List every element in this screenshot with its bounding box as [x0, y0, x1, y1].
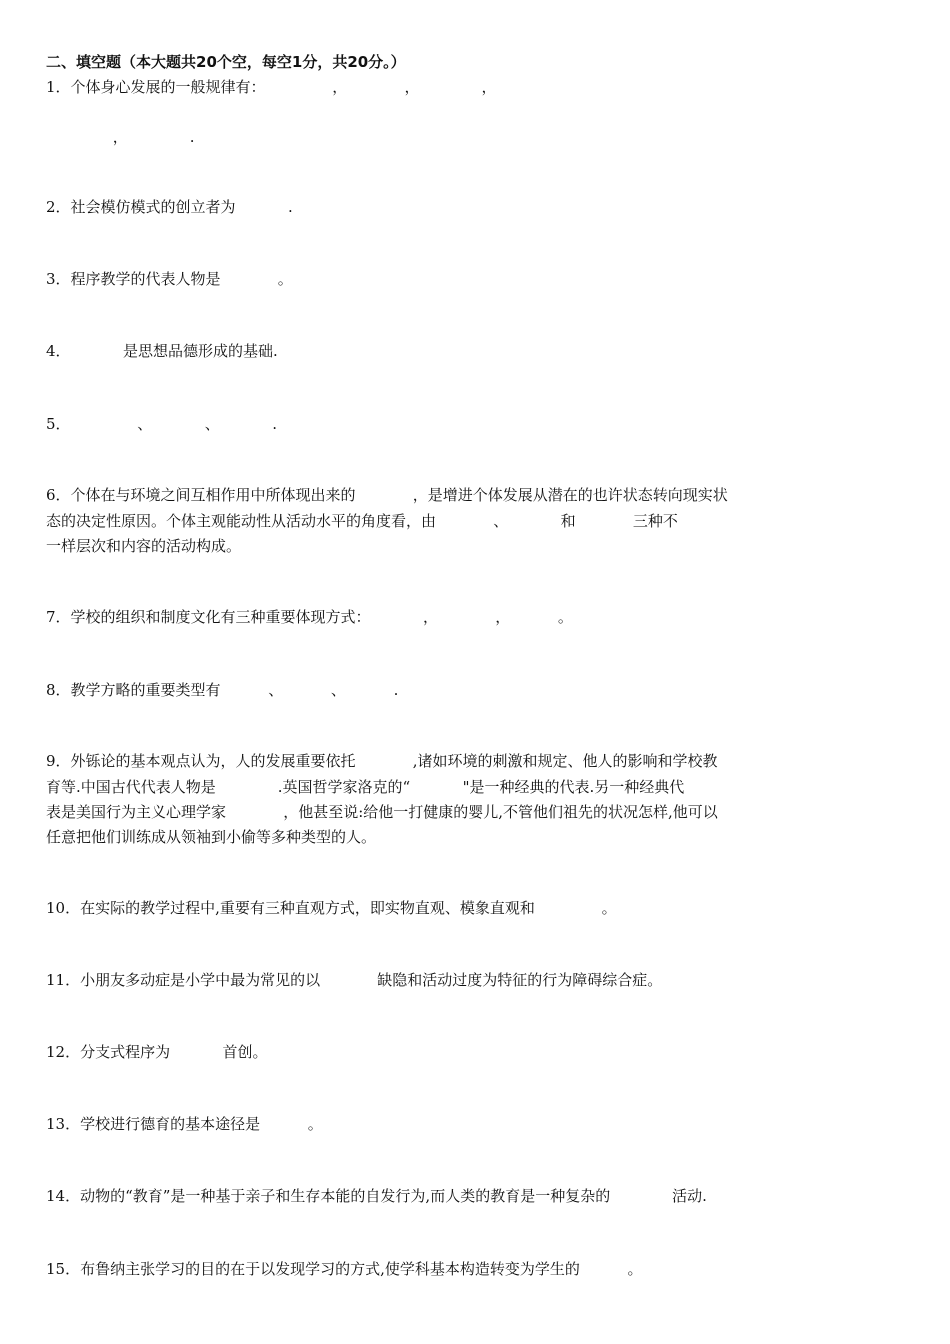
question-9-line-4: 任意把他们训练成从领袖到小偷等多种类型的人。 [46, 828, 377, 846]
question-12: 12．分支式程序为 首创。 [46, 1043, 268, 1061]
question-4: 4． 是思想品德形成的基础. [46, 342, 278, 360]
question-14: 14．动物的“教育”是一种基于亲子和生存本能的自发行为,而人类的教育是一种复杂的 活动. [46, 1187, 707, 1205]
question-6-line-2: 态的决定性原因。个体主观能动性从活动水平的角度看，由 、 和 三种不 [46, 512, 678, 530]
question-15: 15．布鲁纳主张学习的目的在于以发现学习的方式,使学科基本构造转变为学生的 。 [46, 1260, 643, 1278]
question-11: 11．小朋友多动症是小学中最为常见的以 缺隐和活动过度为特征的行为障碍综合症。 [46, 971, 663, 989]
question-10: 10．在实际的教学过程中,重要有三种直观方式，即实物直观、模象直观和 。 [46, 899, 617, 917]
question-9-line-1: 9．外铄论的基本观点认为，人的发展重要依托 ,诸如环境的刺激和规定、他人的影响和学校教 [46, 752, 718, 770]
question-8: 8．教学方略的重要类型有 、 、 . [46, 681, 399, 699]
question-9-line-2: 育等.中国古代代表人物是 .英国哲学家洛克的“ "是一种经典的代表.另一种经典代 [46, 778, 685, 796]
section-heading: 二、填空题（本大题共20个空，每空1分，共20分。） [46, 53, 406, 71]
question-6-line-3: 一样层次和内容的活动构成。 [46, 537, 242, 555]
question-2: 2．社会模仿模式的创立者为 . [46, 198, 293, 216]
question-13: 13．学校进行德育的基本途径是 。 [46, 1115, 323, 1133]
question-9-line-3: 表是美国行为主义心理学家 ，他甚至说:给他一打健康的婴儿,不管他们祖先的状况怎样,他可以 [46, 803, 718, 821]
question-5: 5． 、 、 . [46, 415, 277, 433]
question-7: 7．学校的组织和制度文化有三种重要体现方式： ， ， 。 [46, 608, 573, 626]
question-3: 3．程序教学的代表人物是 。 [46, 270, 293, 288]
question-1-line-2: ， . [46, 128, 195, 146]
question-6-line-1: 6．个体在与环境之间互相作用中所体现出来的 ，是增进个体发展从潜在的也许状态转向现实状 [46, 486, 728, 504]
question-1-line-1: 1．个体身心发展的一般规律有： ， ， ， [46, 78, 497, 96]
